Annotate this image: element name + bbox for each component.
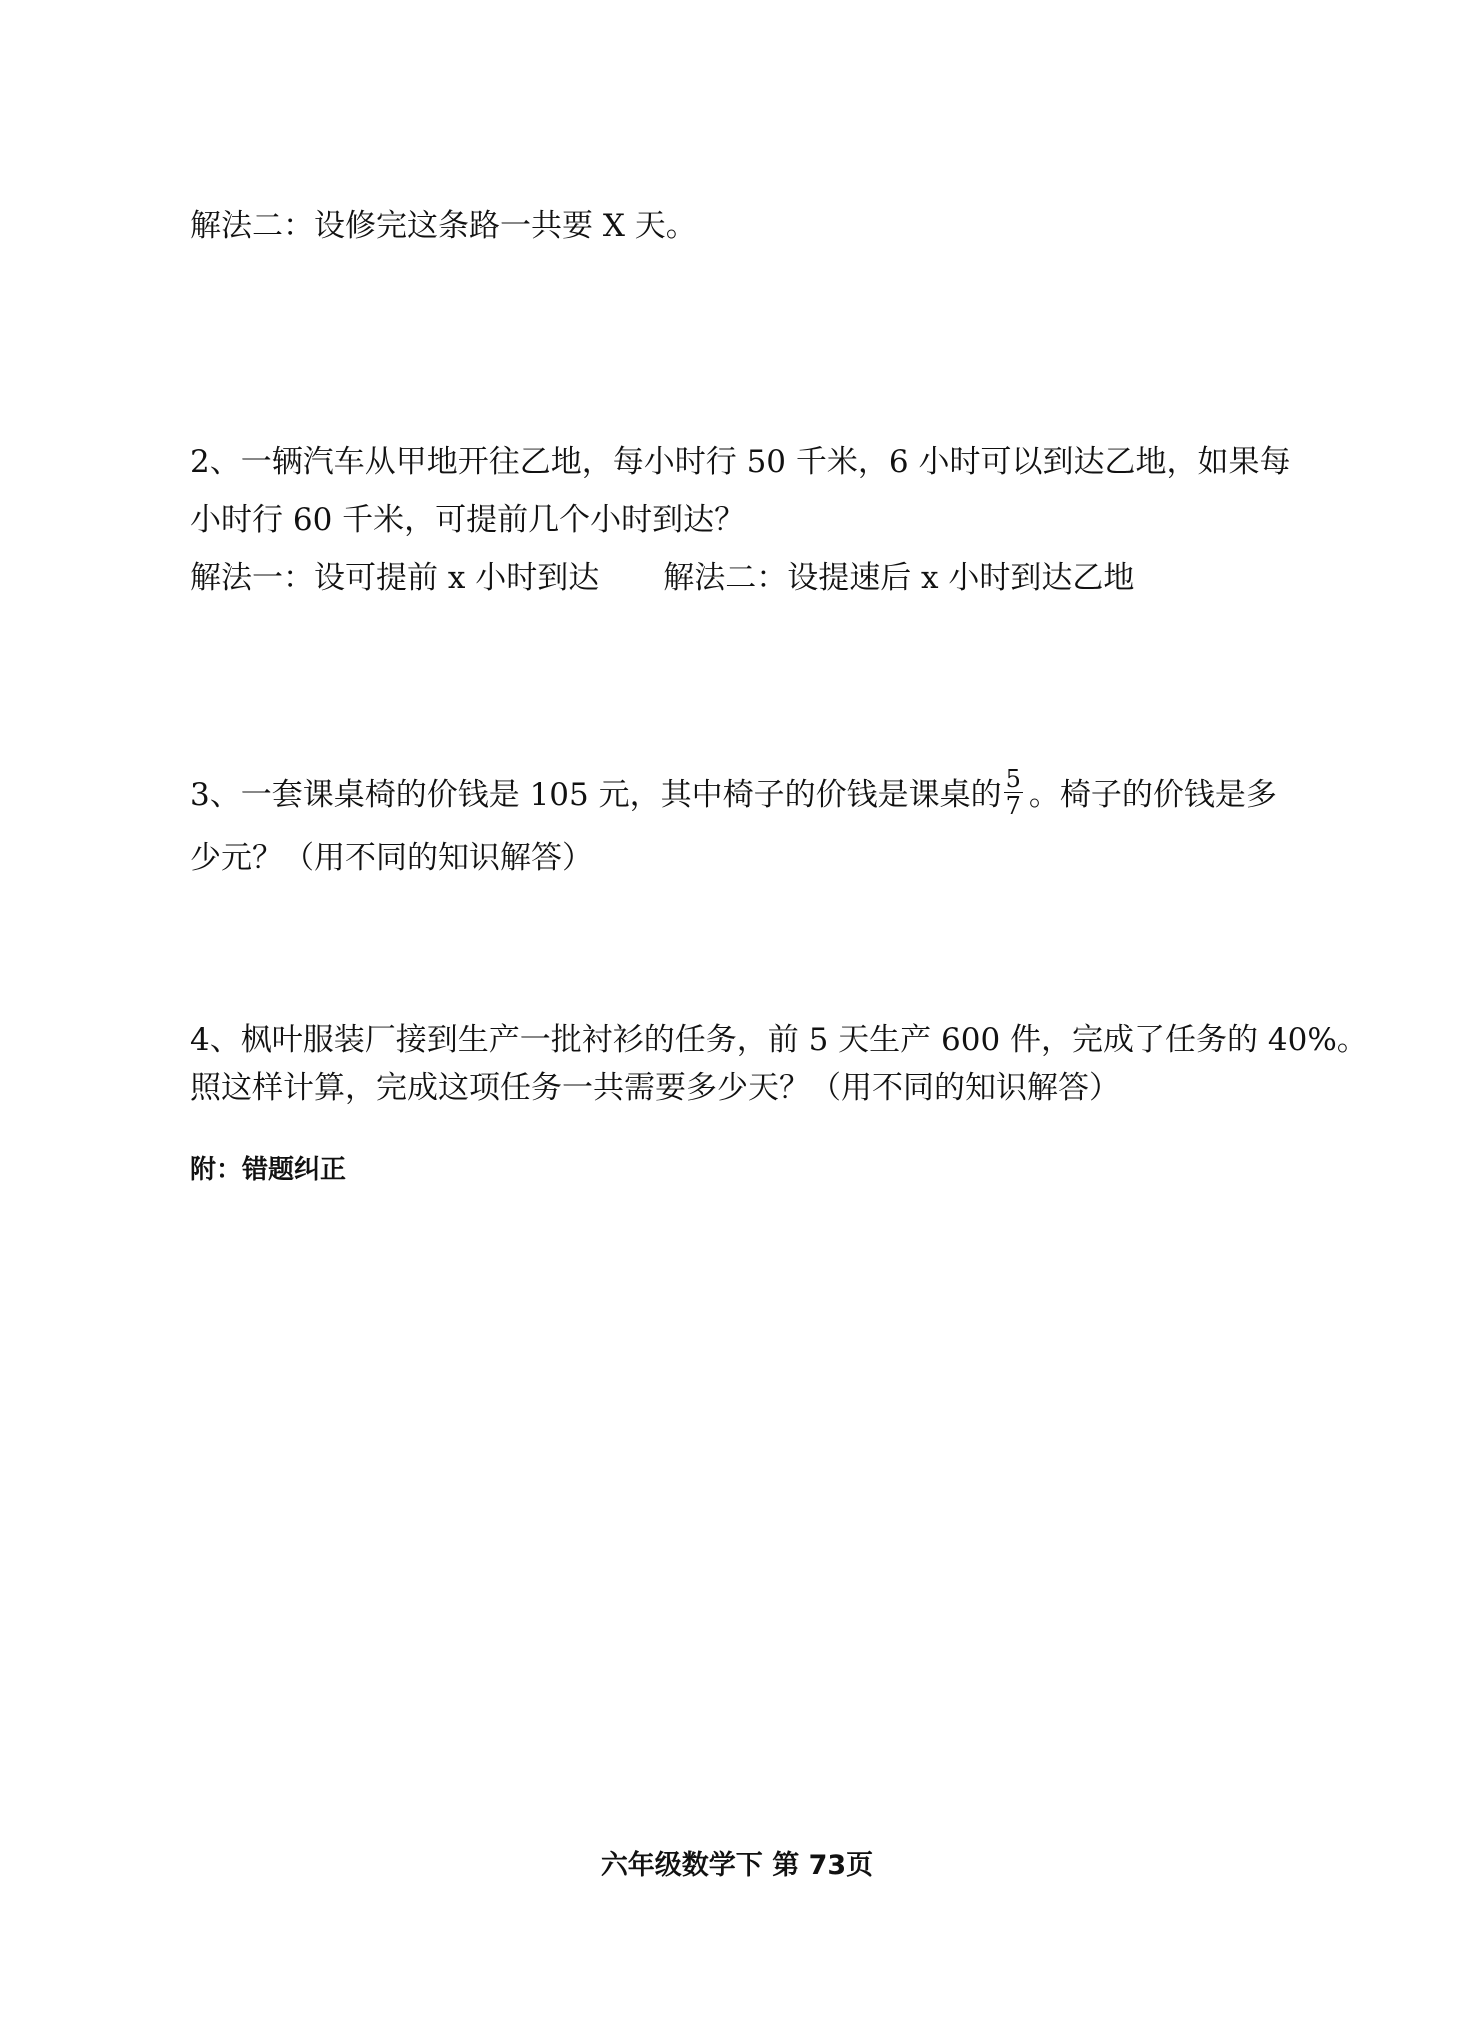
q2-method1: 解法一：设可提前 x 小时到达 bbox=[190, 560, 600, 596]
q3-fraction bbox=[1004, 766, 1023, 819]
q2-method2: 解法二：设提速后 x 小时到达乙地 bbox=[663, 560, 1135, 596]
q4-line2: 照这样计算，完成这项任务一共需要多少天？（用不同的知识解答） bbox=[190, 1070, 1120, 1106]
q3-line1-tail: 。椅子的价钱是多 bbox=[1028, 777, 1277, 813]
page-footer: 六年级数学下 第 73页 bbox=[600, 1850, 874, 1881]
q3-line1-text: 3、一套课桌椅的价钱是 105 元，其中椅子的价钱是课桌的 bbox=[190, 777, 1002, 813]
fraction-numerator: 5 bbox=[1005, 765, 1021, 793]
q2-line2: 小时行 60 千米，可提前几个小时到达？ bbox=[190, 502, 746, 538]
q2-methods bbox=[190, 558, 1134, 598]
q4-line1: 4、枫叶服装厂接到生产一批衬衫的任务，前 5 天生产 600 件，完成了任务的 40%。 bbox=[190, 1022, 1368, 1058]
appendix-heading: 附：错题纠正 bbox=[190, 1155, 347, 1185]
q1-method2: 解法二：设修完这条路一共要 X 天。 bbox=[190, 208, 697, 244]
q3-line1 bbox=[190, 765, 1277, 823]
q2-line1: 2、一辆汽车从甲地开往乙地，每小时行 50 千米，6 小时可以到达乙地，如果每 bbox=[190, 444, 1291, 480]
q3-line2: 少元？（用不同的知识解答） bbox=[190, 840, 593, 876]
fraction-denominator: 7 bbox=[1005, 792, 1021, 820]
